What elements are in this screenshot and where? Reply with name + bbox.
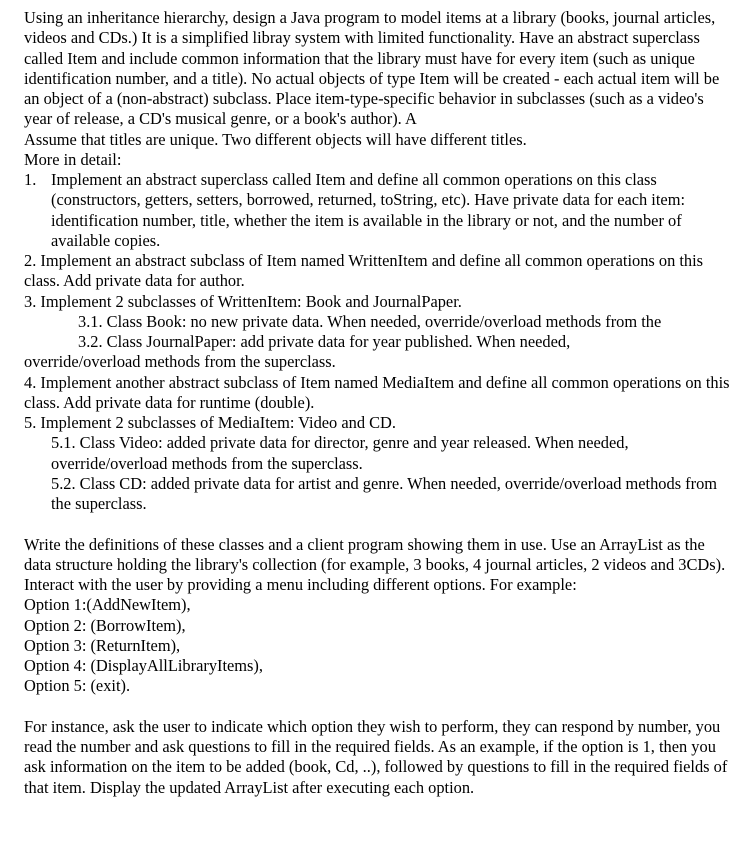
option-4: Option 4: (DisplayAllLibraryItems),	[24, 656, 263, 675]
option-3: Option 3: (ReturnItem),	[24, 635, 181, 655]
more-detail-heading: More in detail:	[24, 149, 122, 169]
list-item-5-2: 5.2. Class CD: added private data for artist and genre. When needed, override/overload methods from the superclass.	[51, 473, 718, 513]
list-item-1-number: 1.	[24, 170, 37, 189]
list-item-1	[24, 170, 736, 251]
list-item-3: 3. Implement 2 subclasses of WrittenItem: Book and JournalPaper.	[24, 291, 462, 311]
list-item-3-2: 3.2. Class JournalPaper: add private data for year published. When needed,	[78, 332, 571, 351]
blank-line	[24, 514, 736, 534]
list-item-5: 5. Implement 2 subclasses of MediaItem: Video and CD.	[24, 413, 396, 432]
option-2: Option 2: (BorrowItem),	[24, 615, 186, 635]
blank-line	[24, 697, 736, 717]
assume-paragraph: Assume that titles are unique. Two different objects will have different titles.	[24, 129, 527, 149]
list-item-5-1: 5.1. Class Video: added private data for director, genre and year released. When needed, override/overload methods from the superclass.	[51, 433, 629, 473]
instance-paragraph: For instance, ask the user to indicate which option they wish to perform, they can respond by number, you read the number and ask questions to fill in the required fields. As an example, if the option is 1, then you ask information on the item to be added (book, Cd, ..), followed by questions to fill in the required fields of that item. Display the updated ArrayList after executing each option.	[24, 716, 728, 797]
definitions-paragraph: Write the definitions of these classes and a client program showing them in use. Use an ArrayList as the data structure holding the library's collection (for example, 3 books, 4 journal articles, 2 videos and 3CDs). Interact with the user by providing a menu including different options. For example:	[24, 534, 726, 594]
list-item-4: 4. Implement another abstract subclass of Item named MediaItem and define all common operations on this class. Add private data for runtime (double).	[24, 372, 730, 412]
list-item-1-text: Implement an abstract superclass called Item and define all common operations on this class (constructors, getters, setters, borrowed, returned, toString, etc). Have private data for each item: identification number, title, whether the item is available in the library or not, and the number of available copies.	[51, 170, 685, 250]
list-item-3-1: 3.1. Class Book: no new private data. When needed, override/overload methods from the	[78, 311, 662, 331]
option-1: Option 1:(AddNewItem),	[24, 595, 191, 615]
intro-paragraph: Using an inheritance hierarchy, design a Java program to model items at a library (books, journal articles, videos and CDs.) It is a simplified libray system with limited functionality. Have an abstract superclass called Item and include common information that the library must have for every item (such as unique identification number, and a title). No actual objects of type Item will be created - each actual item will be an object of a (non-abstract) subclass. Place item-type-specific behavior in subclasses (such as a video's year of release, a CD's musical genre, or a book's author). A	[24, 8, 720, 129]
list-item-2: 2. Implement an abstract subclass of Item named WrittenItem and define all common operations on this class. Add private data for author.	[24, 251, 704, 291]
document-body	[24, 8, 736, 798]
list-item-3-2-continued: override/overload methods from the superclass.	[24, 352, 336, 372]
option-5: Option 5: (exit).	[24, 676, 131, 696]
